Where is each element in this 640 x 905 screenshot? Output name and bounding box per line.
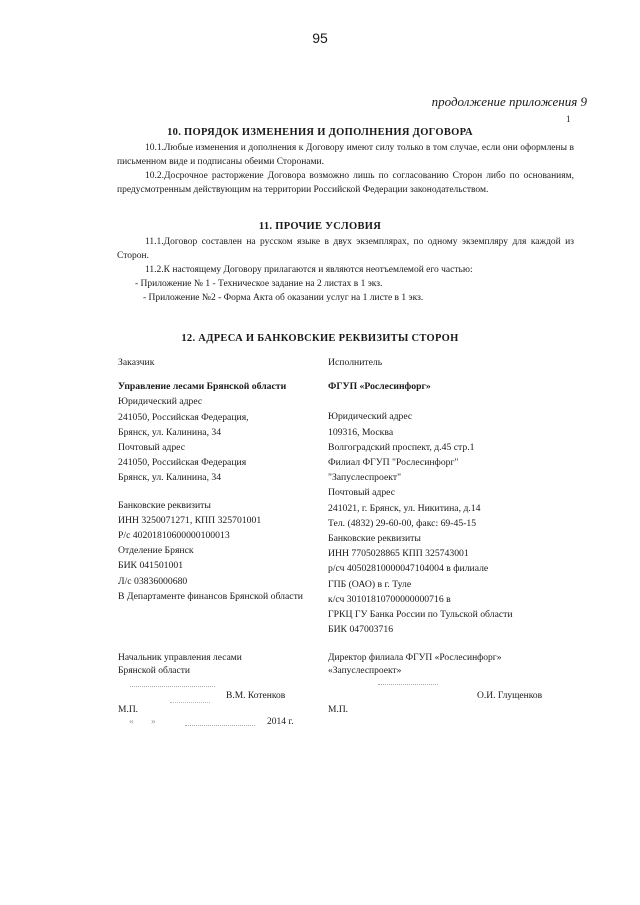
- corner-mark: 1: [566, 114, 571, 124]
- customer-details: [118, 355, 318, 604]
- contractor-signature-line: [378, 684, 438, 685]
- contractor-postal-address-label: Почтовый адрес: [328, 487, 396, 499]
- customer-signatory-title-line-1: Начальник управления лесами: [118, 653, 242, 663]
- customer-postal-address-label: Почтовый адрес: [118, 442, 186, 454]
- contractor-rkc: ГРКЦ ГУ Банка России по Тульской области: [328, 609, 513, 621]
- clause-10-1: 10.1.Любые изменения и дополнения к Договору имеют силу только в том случае, если они оформлены в письменном виде и подписаны обеими Сторонами.: [117, 143, 574, 167]
- clause-11-2: 11.2.К настоящему Договору прилагаются и являются неотъемлемой его частью:: [145, 265, 473, 275]
- contractor-correspondent-account: к/сч 30101810700000000716 в: [328, 593, 451, 605]
- contractor-bank-label: Банковские реквизиты: [328, 533, 421, 545]
- customer-seal-mark: М.П.: [118, 705, 139, 715]
- contractor-name: ФГУП «Рослесинфорг»: [328, 381, 431, 393]
- customer-bik: БИК 041501001: [118, 560, 184, 572]
- contractor-phone: Тел. (4832) 29-60-00, факс: 69-45-15: [328, 517, 477, 529]
- clause-10-2: 10.2.Досрочное расторжение Договора возможно лишь по согласованию Сторон либо по основаниям, предусмотренным действующим на территории Российской Федерации законодательством.: [117, 171, 574, 195]
- contractor-branch-line-1: Филиал ФГУП "Рослесинфорг": [328, 457, 459, 469]
- customer-label: Заказчик: [118, 357, 155, 368]
- customer-postal-address-line-1: 241050, Российская Федерация: [118, 457, 247, 469]
- section-12-heading: 12. АДРЕСА И БАНКОВСКИЕ РЕКВИЗИТЫ СТОРОН: [181, 333, 459, 344]
- customer-postal-address-line-2: Брянск, ул. Калинина, 34: [118, 472, 222, 484]
- contractor-label: Исполнитель: [328, 357, 383, 368]
- contractor-details: [328, 355, 583, 637]
- customer-signatory-name: В.М. Котенков: [226, 691, 286, 701]
- page-number: 95: [312, 30, 328, 46]
- contractor-signatory-title-line-1: Директор филиала ФГУП «Рослесинфорг»: [328, 653, 502, 663]
- customer-seal-smudge: [170, 702, 210, 703]
- contractor-signatory-name: О.И. Глущенков: [477, 691, 543, 701]
- customer-legal-address-label: Юридический адрес: [118, 396, 203, 408]
- contractor-bik: БИК 047003716: [328, 624, 394, 636]
- customer-account: Р/с 40201810600000100013: [118, 530, 230, 542]
- customer-inn-kpp: ИНН 3250071271, КПП 325701001: [118, 514, 262, 526]
- spacer: [328, 394, 583, 409]
- appendix-item-1: - Приложение № 1 - Техническое задание на 2 листах в 1 экз.: [135, 279, 383, 289]
- appendix-continuation-label: продолжение приложения 9: [431, 94, 587, 109]
- customer-signature-line: [130, 686, 215, 687]
- contractor-legal-address-line-2: Волгоградский проспект, д.45 стр.1: [328, 441, 475, 453]
- customer-legal-address-line-2: Брянск, ул. Калинина, 34: [118, 426, 222, 438]
- customer-legal-address-line-1: 241050, Российская Федерация,: [118, 411, 249, 423]
- section-10-heading: 10. ПОРЯДОК ИЗМЕНЕНИЯ И ДОПОЛНЕНИЯ ДОГОВОРА: [167, 127, 473, 138]
- section-11-body: [117, 235, 574, 305]
- contractor-branch-line-2: "Запуслеспроект": [328, 472, 402, 484]
- customer-department: В Департаменте финансов Брянской области: [118, 590, 303, 602]
- customer-date-close-quote: »: [151, 717, 156, 727]
- customer-date-line: [185, 725, 255, 726]
- contractor-signatory-title-line-2: «Запуслеспроект»: [328, 666, 402, 676]
- contractor-seal-mark: М.П.: [328, 705, 349, 715]
- clause-11-1: 11.1.Договор составлен на русском языке в двух экземплярах, по одному экземпляру для каждой из Сторон.: [117, 237, 574, 261]
- contractor-postal-address-line: 241021, г. Брянск, ул. Никитина, д.14: [328, 502, 481, 514]
- customer-date-open-quote: «: [129, 717, 134, 727]
- spacer: [118, 486, 318, 498]
- contractor-signatory-title: [328, 652, 501, 678]
- appendix-item-2: - Приложение №2 - Форма Акта об оказании услуг на 1 листе в 1 экз.: [143, 293, 424, 303]
- contractor-inn-kpp: ИНН 7705028865 КПП 325743001: [328, 548, 469, 560]
- contractor-account: р/сч 40502810000047104004 в филиале: [328, 563, 489, 575]
- customer-bank-label: Банковские реквизиты: [118, 499, 211, 511]
- contractor-bank-name: ГПБ (ОАО) в г. Туле: [328, 578, 412, 590]
- customer-bank-branch: Отделение Брянск: [118, 545, 194, 557]
- section-11-heading: 11. ПРОЧИЕ УСЛОВИЯ: [258, 221, 382, 232]
- customer-signatory-title: [118, 652, 242, 678]
- customer-sign-year: 2014 г.: [267, 717, 294, 727]
- customer-signatory-title-line-2: Брянской области: [118, 666, 190, 676]
- customer-personal-account: Л/с 03836000680: [118, 575, 188, 587]
- section-10-body: [117, 141, 574, 197]
- customer-name: Управление лесами Брянской области: [118, 381, 287, 393]
- contractor-legal-address-line-1: 109316, Москва: [328, 426, 394, 438]
- contractor-legal-address-label: Юридический адрес: [328, 411, 413, 423]
